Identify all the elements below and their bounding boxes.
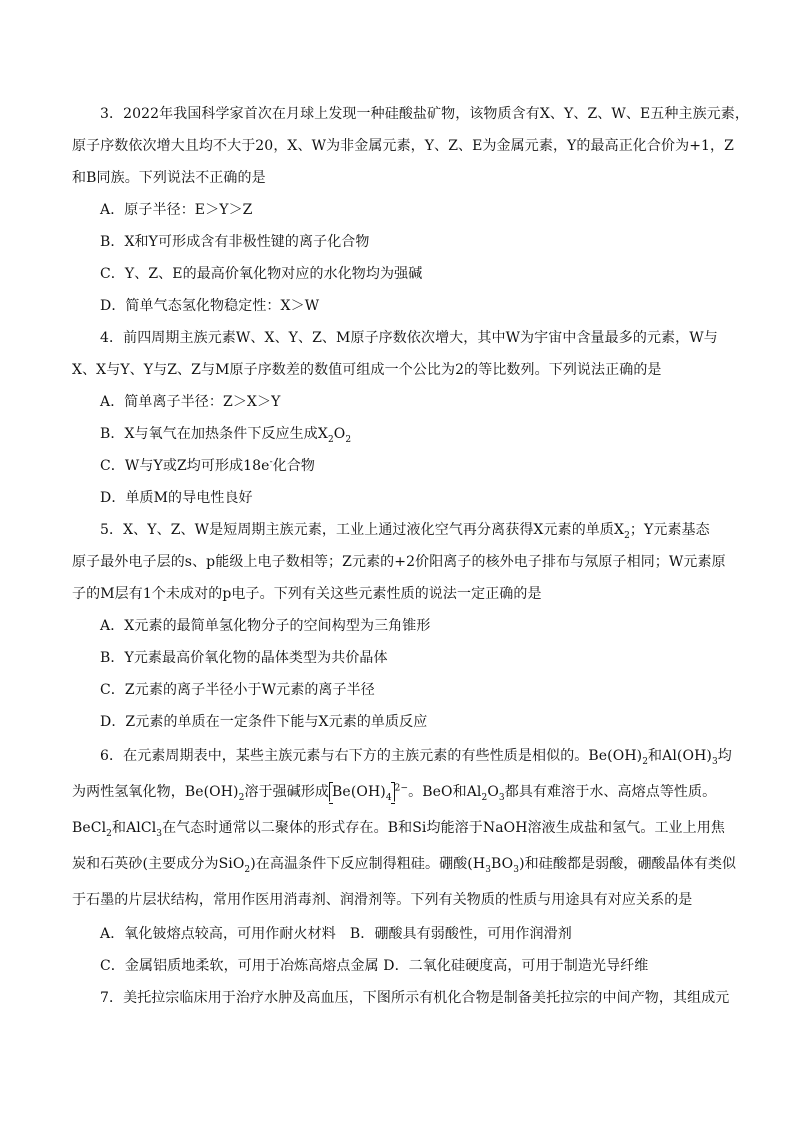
q4-option-c-tail: 化合物 xyxy=(272,458,316,474)
q3-option-a: A．原子半径：E＞Y＞Z xyxy=(100,202,253,218)
formula-be-oh: Be(OH) xyxy=(588,748,643,764)
formula-o: O xyxy=(333,426,346,442)
subscript: 3 xyxy=(485,864,492,875)
q6-text: )在高温条件下反应制得粗硅。硼酸( xyxy=(250,856,473,872)
formula-becl: BeCl xyxy=(72,820,107,836)
subscript: 3 xyxy=(513,864,520,875)
formula-sio: SiO xyxy=(218,856,245,872)
q6-text: 6．在元素周期表中，某些主族元素与右下方的主族元素的有些性质是相似的。 xyxy=(100,748,589,764)
q6-options-cd: C．金属铝质地柔软，可用于冶炼高熔点金属 D．二氧化硅硬度高，可用于制造光导纤维 xyxy=(100,958,649,974)
q5-option-a: A．X元素的最简单氢化物分子的空间构型为三角锥形 xyxy=(100,618,431,634)
subscript: 3 xyxy=(156,828,163,839)
subscript: 3 xyxy=(711,756,718,767)
q3-stem-line-2: 原子序数依次增大且均不大于20，X、W为非金属元素，Y、Z、E为金属元素，Y的最高正化合价为+1，Z xyxy=(72,138,734,154)
complex-ion-bracket xyxy=(329,782,395,802)
q4-option-c xyxy=(72,450,722,482)
question-content xyxy=(72,98,749,1014)
q3-option-d: D．简单气态氢化物稳定性：X＞W xyxy=(100,298,320,314)
subscript: 4 xyxy=(385,792,392,803)
q6-stem-line-1 xyxy=(72,738,732,774)
subscript: 2 xyxy=(624,530,630,541)
formula-be-oh4: Be(OH) xyxy=(332,784,386,800)
q6-text: 溶于强碱形成 xyxy=(244,784,330,800)
subscript: 2 xyxy=(244,864,251,875)
q5-stem-text: 5．X、Y、Z、W是短周期主族元素，工业上通过液化空气再分离获得X元素的单质X xyxy=(100,522,625,538)
q3-stem-line-1: 3．2022年我国科学家首次在月球上发现一种硅酸盐矿物，该物质含有X、Y、Z、W、E五种主族元素， xyxy=(100,106,749,122)
q6-stem-line-4 xyxy=(72,846,737,882)
q6-stem-line-3 xyxy=(72,810,725,846)
q5-stem-line-3: 子的M层有1个未成对的p电子。下列有关这些元素性质的说法一定正确的是 xyxy=(72,586,542,602)
q3-stem-line-3: 和B同族。下列说法不正确的是 xyxy=(72,170,266,186)
formula-18e: 18e xyxy=(243,458,270,474)
q6-text: )和硅酸都是弱酸，硼酸晶体有类似 xyxy=(519,856,737,872)
subscript: 2 xyxy=(642,756,649,767)
q4-option-b-text: B．X与氧气在加热条件下反应生成 xyxy=(100,426,318,442)
q4-option-c-text: C．W与Y或Z均可形成 xyxy=(100,458,244,474)
formula-bo: BO xyxy=(491,856,514,872)
subscript: 2 xyxy=(238,792,245,803)
q6-text: 和AlCl xyxy=(112,820,157,836)
subscript: 2 xyxy=(327,434,334,445)
q5-option-c: C．Z元素的离子半径小于W元素的离子半径 xyxy=(100,682,375,698)
subscript: 3 xyxy=(498,792,505,803)
q6-options-ab: A．氧化铍熔点较高，可用作耐火材料 B．硼酸具有弱酸性，可用作润滑剂 xyxy=(100,926,572,942)
q6-text: 都具有难溶于水、高熔点等性质。 xyxy=(504,784,717,800)
subscript: 2 xyxy=(106,828,112,839)
formula-h: H xyxy=(472,856,486,872)
superscript: - xyxy=(269,457,273,468)
q5-stem-line-1 xyxy=(72,514,722,546)
q6-text: 炭和石英砂(主要成分为 xyxy=(72,856,219,872)
q6-text: O xyxy=(487,784,499,800)
q4-stem-line-1: 4．前四周期主族元素W、X、Y、Z、M原子序数依次增大，其中W为宇宙中含量最多的元素，W与 xyxy=(100,330,718,346)
q4-option-a: A．简单离子半径：Z＞X＞Y xyxy=(100,394,281,410)
q3-option-c: C．Y、Z、E的最高价氧化物对应的水化物均为强碱 xyxy=(100,266,423,282)
q6-text: 均 xyxy=(717,748,732,764)
q6-text: 在气态时通常以二聚体的形式存在。B和Si均能溶于NaOH溶液生成盐和氢气。工业上用焦 xyxy=(162,820,725,836)
q6-stem-line-2 xyxy=(72,774,722,810)
superscript: 2− xyxy=(394,783,409,794)
q3-option-b: B．X和Y可形成含有非极性键的离子化合物 xyxy=(100,234,370,250)
formula-x: X xyxy=(317,426,328,442)
q4-option-b xyxy=(72,418,722,450)
subscript: 2 xyxy=(481,792,488,803)
subscript: 2 xyxy=(345,434,352,445)
q5-stem-line-2: 原子最外电子层的s、p能级上电子数相等；Z元素的+2价阳离子的核外电子排布与氖原子相同；W元素原 xyxy=(72,554,726,570)
formula-al-oh: Al(OH) xyxy=(662,748,712,764)
q6-text: 和 xyxy=(648,748,663,764)
q7-stem-line-1: 7．美托拉宗临床用于治疗水肿及高血压，下图所示有机化合物是制备美托拉宗的中间产物，其组成元 xyxy=(100,990,730,1006)
q5-stem-tail: ；Y元素基态 xyxy=(629,522,710,538)
q4-stem-line-2: X、X与Y、Y与Z、Z与M原子序数差的数值可组成一个公比为2的等比数列。下列说法正确的是 xyxy=(72,362,662,378)
formula-be-oh: Be(OH) xyxy=(184,784,239,800)
q4-option-d: D．单质M的导电性良好 xyxy=(100,490,253,506)
q5-option-d: D．Z元素的单质在一定条件下能与X元素的单质反应 xyxy=(100,714,428,730)
q5-option-b: B．Y元素最高价氧化物的晶体类型为共价晶体 xyxy=(100,650,388,666)
q6-text: 为两性氢氧化物， xyxy=(72,784,185,800)
q6-text: 。BeO和Al xyxy=(408,784,482,800)
q6-stem-line-5: 于石墨的片层状结构，常用作医用消毒剂、润滑剂等。下列有关物质的性质与用途具有对应关系的是 xyxy=(72,892,693,908)
